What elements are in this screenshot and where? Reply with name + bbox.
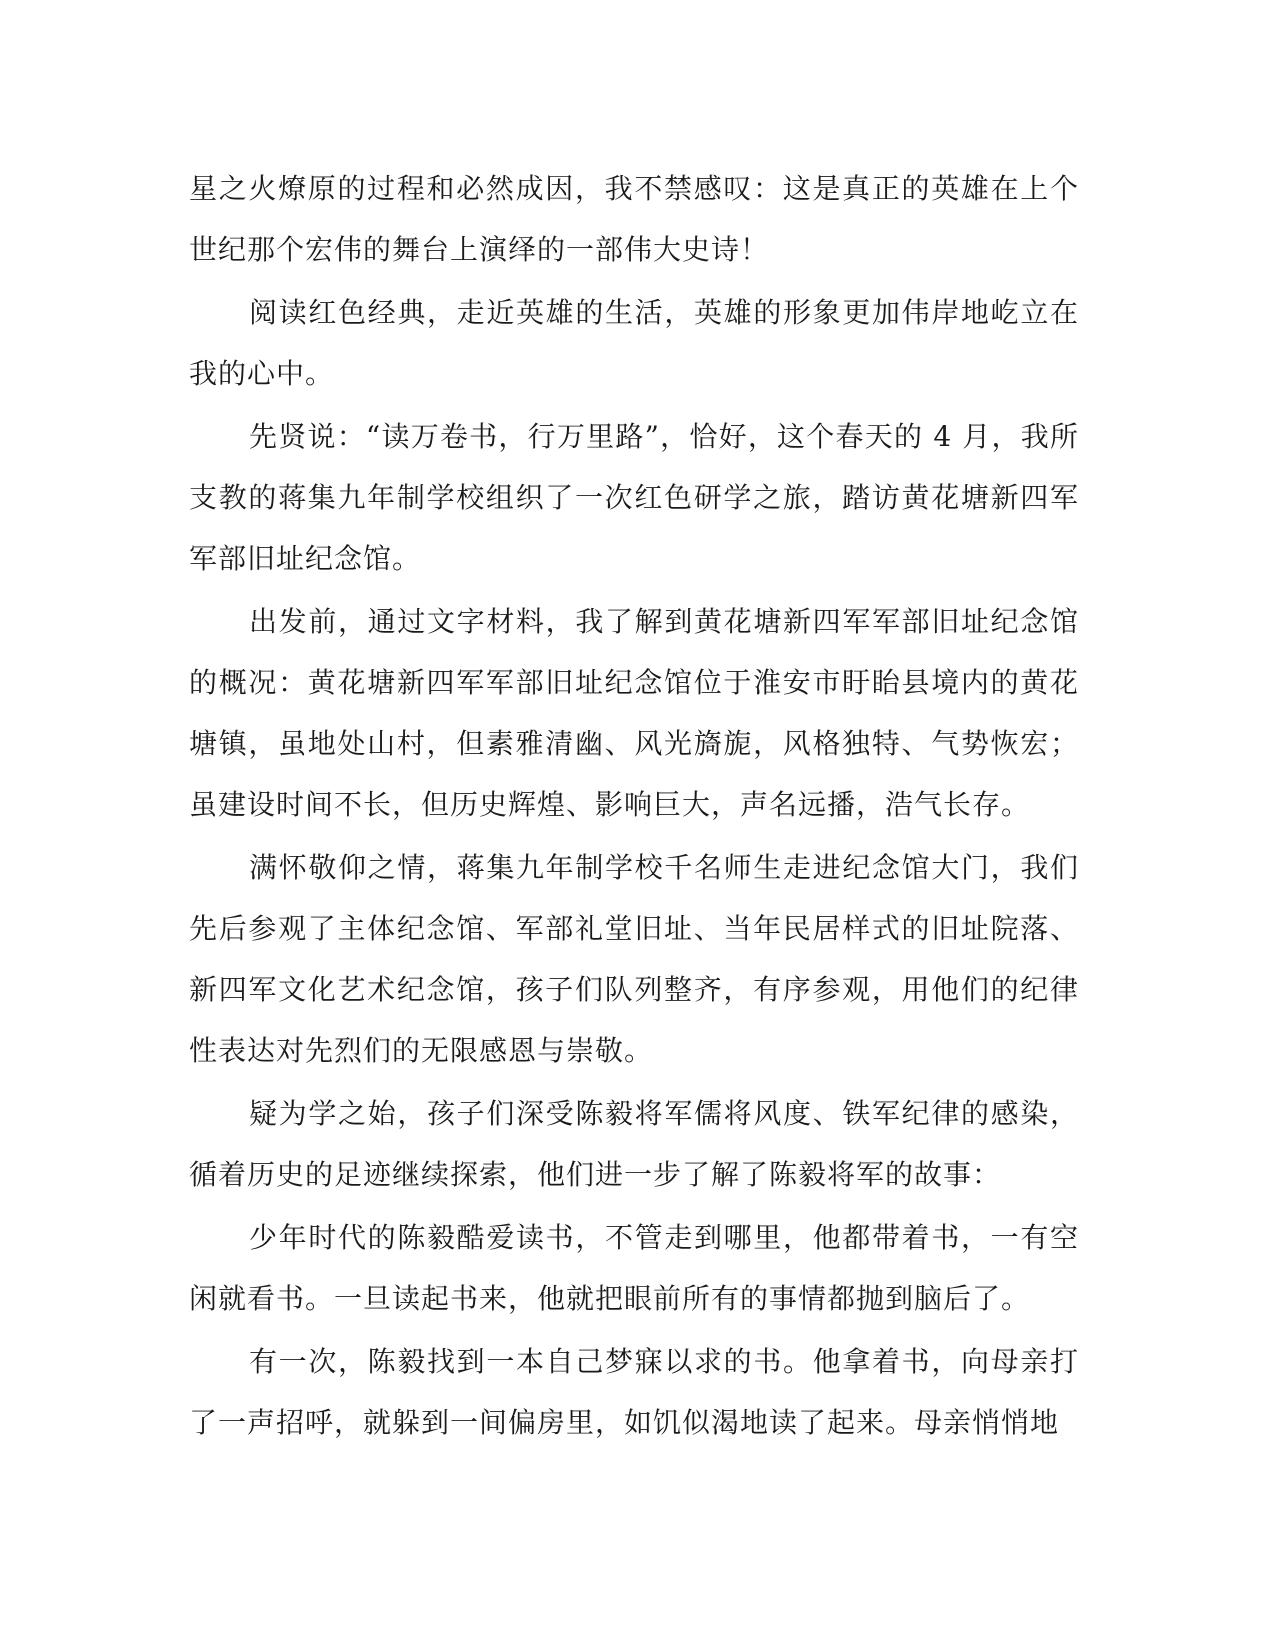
paragraph: 满怀敬仰之情，蒋集九年制学校千名师生走进纪念馆大门，我们先后参观了主体纪念馆、军部礼堂旧址、当年民居样式的旧址院落、新四军文化艺术纪念馆，孩子们队列整齐，有序参观，用他们的纪律性表达对先烈们的无限感恩与崇敬。 (189, 851, 1079, 1067)
document-body (189, 158, 1079, 1455)
paragraph: 阅读红色经典，走近英雄的生活，英雄的形象更加伟岸地屹立在我的心中。 (189, 296, 1079, 390)
paragraph: 先贤说：“读万卷书，行万里路”，恰好，这个春天的 4 月，我所支教的蒋集九年制学校组织了一次红色研学之旅，踏访黄花塘新四军军部旧址纪念馆。 (189, 420, 1079, 575)
paragraph: 疑为学之始，孩子们深受陈毅将军儒将风度、铁军纪律的感染，循着历史的足迹继续探索，他们进一步了解了陈毅将军的故事： (189, 1097, 1079, 1191)
paragraph: 星之火燎原的过程和必然成因，我不禁感叹：这是真正的英雄在上个世纪那个宏伟的舞台上演绎的一部伟大史诗！ (189, 172, 1079, 266)
paragraph: 有一次，陈毅找到一本自己梦寐以求的书。他拿着书，向母亲打了一声招呼，就躲到一间偏房里，如饥似渴地读了起来。母亲悄悄地 (189, 1345, 1079, 1439)
paragraph: 出发前，通过文字材料，我了解到黄花塘新四军军部旧址纪念馆的概况：黄花塘新四军军部旧址纪念馆位于淮安市盱眙县境内的黄花塘镇，虽地处山村，但素雅清幽、风光旖旎，风格独特、气势恢宏；虽建设时间不长，但历史辉煌、影响巨大，声名远播，浩气长存。 (189, 605, 1079, 821)
paragraph: 少年时代的陈毅酷爱读书，不管走到哪里，他都带着书，一有空闲就看书。一旦读起书来，他就把眼前所有的事情都抛到脑后了。 (189, 1221, 1079, 1315)
